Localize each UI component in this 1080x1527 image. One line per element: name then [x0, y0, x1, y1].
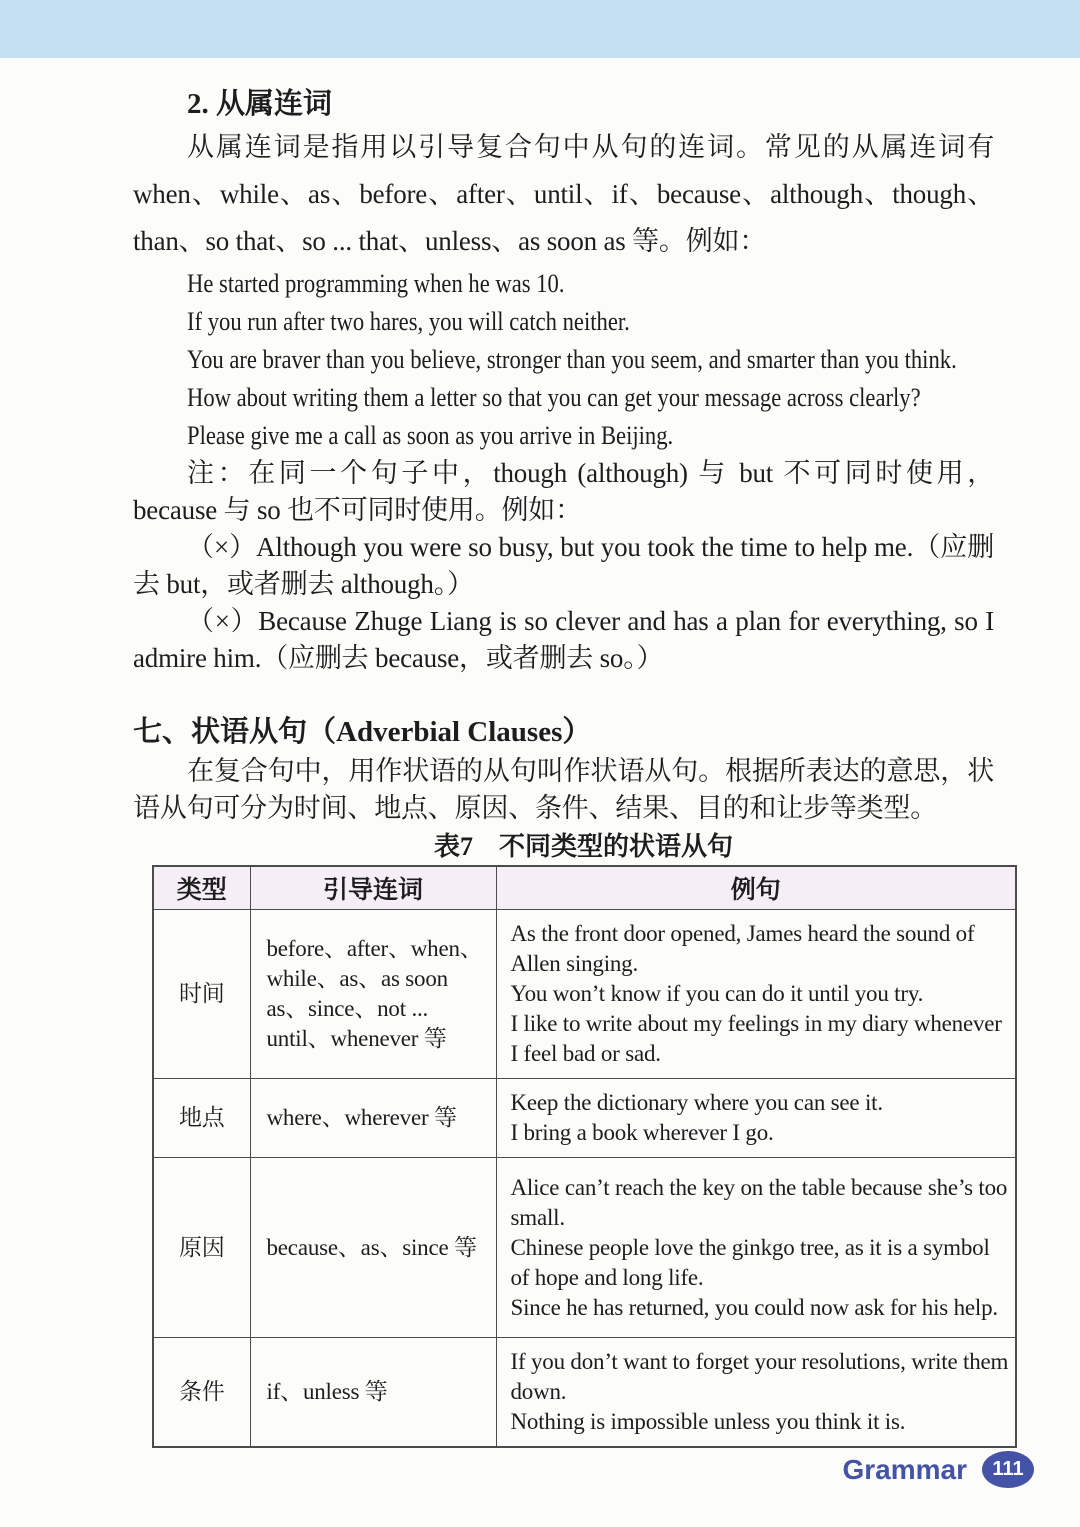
- example-sentence: Alice can’t reach the key on the table because she’s too small.: [510, 1174, 1008, 1230]
- page-number-badge: 111: [982, 1451, 1034, 1488]
- incorrect-example: （×）Although you were so busy, but you took the time to help me.（应删去 but，或者删去 although。）: [133, 532, 994, 599]
- examples-cell: [496, 1338, 1016, 1448]
- footer-section-label: Grammar: [842, 1453, 967, 1485]
- examples-cell: [496, 1158, 1016, 1338]
- table-caption: 表7 不同类型的状语从句: [433, 832, 733, 861]
- type-cell: 地点: [153, 1079, 250, 1158]
- page-footer: [842, 1451, 1034, 1488]
- subsection-heading: 2. 从属连词: [187, 88, 333, 120]
- example-sentence: Nothing is impossible unless you think it is.: [510, 1409, 906, 1434]
- conjunctions-cell: because、as、since 等: [250, 1158, 496, 1338]
- table-row: [153, 910, 1016, 1079]
- example-sentences: [0, 265, 1080, 455]
- adverbial-clauses-table: [152, 865, 1017, 1448]
- example-sentence: You are braver than you believe, stronger than you seem, and smarter than you think.: [187, 345, 957, 374]
- subordinating-conjunction-intro: 从属连词是指用以引导复合句中从句的连词。常见的从属连词有 when、while、as、before、after、until、if、because、although、though、than、so that、so ... that、unless、as soon as 等。例如：: [133, 132, 994, 256]
- table-row: [153, 1338, 1016, 1448]
- adverbial-clause-intro: 在复合句中，用作状语的从句叫作状语从句。根据所表达的意思，状语从句可分为时间、地点、原因、条件、结果、目的和让步等类型。: [133, 756, 994, 823]
- type-cell: 条件: [153, 1338, 250, 1448]
- header-conjunctions: 引导连词: [250, 866, 496, 910]
- conjunctions-cell: if、unless 等: [250, 1338, 496, 1448]
- example-sentence: Chinese people love the ginkgo tree, as it is a symbol of hope and long life.: [510, 1234, 990, 1290]
- example-sentence: As the front door opened, James heard the sound of Allen singing.: [510, 921, 975, 976]
- table-row: [153, 1158, 1016, 1338]
- table-header-row: [153, 866, 1016, 910]
- section-heading: 七、状语从句（Adverbial Clauses）: [133, 716, 592, 748]
- table-row: [153, 1079, 1016, 1158]
- header-examples: 例句: [496, 866, 1016, 910]
- example-sentence: I like to write about my feelings in my diary whenever I feel bad or sad.: [510, 1011, 1002, 1066]
- example-sentence: I bring a book wherever I go.: [510, 1120, 774, 1145]
- examples-cell: [496, 1079, 1016, 1158]
- example-sentence: Since he has returned, you could now ask for his help.: [510, 1294, 998, 1320]
- example-sentence: If you run after two hares, you will catch neither.: [187, 307, 630, 336]
- example-sentence: If you don’t want to forget your resolutions, write them down.: [510, 1349, 1009, 1404]
- example-sentence: You won’t know if you can do it until you try.: [510, 981, 924, 1006]
- usage-note: 注：在同一个句子中，though (although) 与 but 不可同时使用，because 与 so 也不可同时使用。例如：: [133, 458, 994, 525]
- type-cell: 原因: [153, 1158, 250, 1338]
- example-sentence: Please give me a call as soon as you arrive in Beijing.: [187, 421, 674, 450]
- page-top-band: [0, 0, 1080, 58]
- type-cell: 时间: [153, 910, 250, 1079]
- conjunctions-cell: before、after、when、while、as、as soon as、since、not ... until、whenever 等: [250, 910, 496, 1079]
- incorrect-example: （×）Because Zhuge Liang is so clever and has a plan for everything, so I admire him.（应删去 because，或者删去 so。）: [133, 606, 994, 673]
- conjunctions-cell: where、wherever 等: [250, 1079, 496, 1158]
- header-type: 类型: [153, 866, 250, 910]
- example-sentence: How about writing them a letter so that you can get your message across clearly?: [187, 383, 921, 412]
- example-sentence: He started programming when he was 10.: [187, 269, 565, 298]
- examples-cell: [496, 910, 1016, 1079]
- example-sentence: Keep the dictionary where you can see it.: [510, 1090, 883, 1115]
